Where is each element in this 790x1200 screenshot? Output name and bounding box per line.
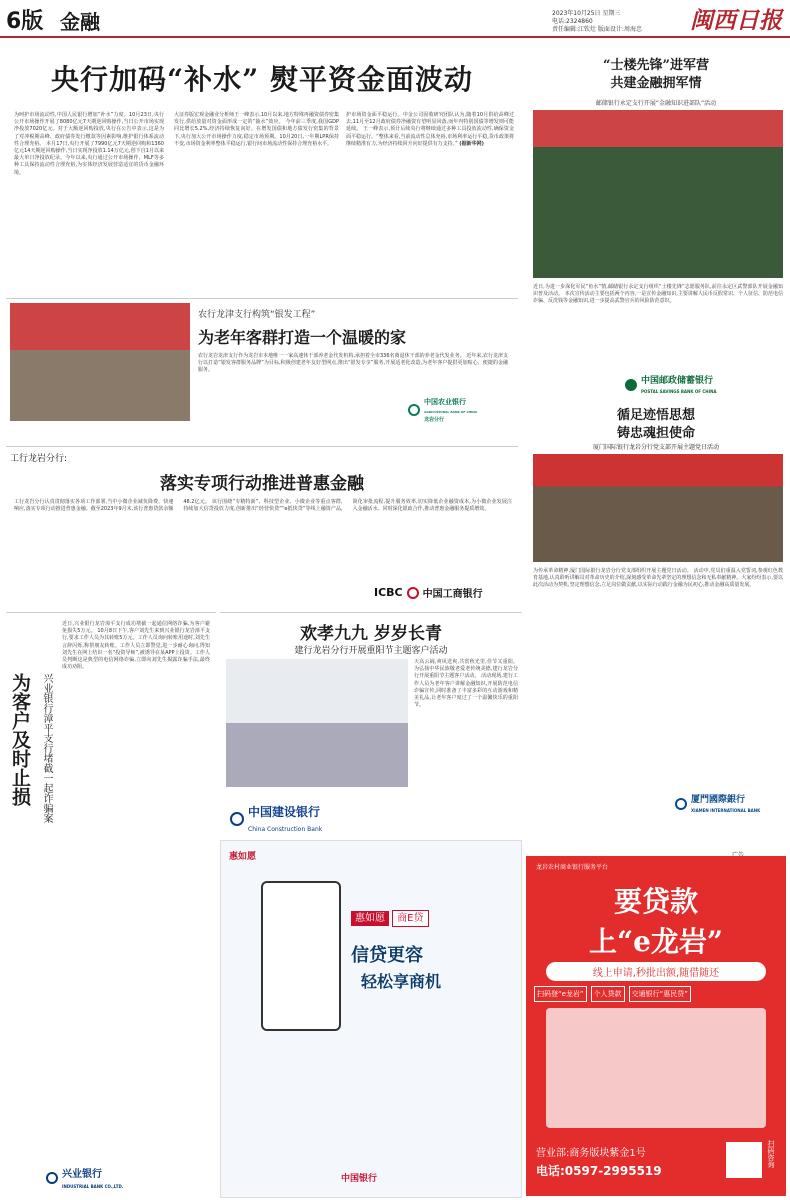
loan-ad-step-2: 个人贷款 — [591, 986, 625, 1002]
ccb-photo — [226, 659, 408, 787]
ccb-logo-icon — [230, 812, 244, 826]
main-credit: (据新华网) — [459, 140, 484, 147]
loan-ad-head-1: 要贷款 — [613, 885, 698, 918]
icbc-article — [6, 446, 518, 612]
xmbank-headline-1: 循足迹悟思想 — [616, 408, 695, 423]
ccb-logo: 中国建设银行 China Construction Bank — [230, 803, 322, 834]
main-body-col3: 护市场资金面平稳运行。中金公司固收研究团队认为,随着10月供给高峰过去,11月至12月政府债券净融资有望明显回落,而年内特别国债等增发则可能延续。 王一峰表示,预计后续央行将继续通过多种工具投放流动性,确保资金面平稳运行。“整体来看,当前流动性总体充裕,市场利率运行平稳,货币政策将继续精准有力,为经济持续回升向好提供有力支持。” (据新华网) — [346, 112, 514, 147]
cib-article — [6, 612, 216, 1200]
ccb-subtitle: 建行龙岩分行开展重阳节主题客户活动 — [294, 646, 448, 656]
psbc-logo-icon — [625, 379, 637, 391]
cib-kicker: 兴业银行漳平支行堵截一起诈骗案 — [41, 673, 52, 823]
boc-ad-tags: 惠如愿 商E贷 — [351, 909, 429, 924]
cib-logo-icon — [46, 1172, 58, 1184]
xmbank-body: 为传承革命精神,厦门国际银行龙岩分行党支部组织开展主题党日活动。 活动中,党员们重温入党誓词,参观红色教育基地,认真聆听讲解员对革命历史的介绍,深刻感受革命先辈坚定的理想信念和无私奉献精神。大家纷纷表示,要以此次活动为契机,坚定理想信念,立足岗位做贡献,以实际行动践行金融为民初心,推动金融高质量发展。 — [533, 568, 783, 589]
newspaper-logo: 闽西日报 — [690, 7, 782, 34]
loan-ad-top: 龙岩农村商业银行服务平台 — [536, 864, 609, 871]
masthead — [0, 0, 790, 38]
loan-ad-step-3: 交通银行“惠民贷” — [629, 986, 691, 1002]
loan-ad-phone: 电话:0597-2995519 — [536, 1164, 662, 1178]
boc-ad-bank: 中国银行 — [341, 1174, 378, 1184]
xmbank-article — [525, 400, 787, 840]
loan-ad-sub: 线上申请,秒批出额,随借随还 — [546, 962, 766, 981]
main-headline: 央行加码“补水” 熨平资金面波动 — [51, 63, 473, 96]
boc-ad-slogan-1: 信贷更容 — [351, 945, 423, 966]
icbc-logo-icon — [407, 587, 419, 599]
xmbank-subtitle: 厦门国际银行龙岩分行党支部开展主题党日活动 — [592, 444, 719, 451]
loan-ad-steps — [534, 986, 778, 1002]
ccb-headline: 欢孝九九 岁岁长青 — [300, 624, 442, 644]
loan-ad-address: 营业部:商务版块紫金1号 — [536, 1148, 646, 1159]
loan-ad-head-2: 上“e龙岩” — [588, 925, 724, 958]
psbc-subtitle: 邮储银行永定支行开展“金融知识进部队”活动 — [595, 100, 717, 107]
editor-credit: 责任编辑:江钦灶 版面设计:周海忠 — [552, 26, 642, 33]
main-body-col2: 大证券版宏观金融业分析师王一峰表示,10月以来,地方特殊再融资债券密集发行,供给放量对资金面形成一定的“抽水”效应。 今年前三季度,我国GDP同比增长5.2%,经济持续恢复向好。在增发国债和地方债发行密集的背景下,央行加大公开市场操作力度,稳定市场预期。10月20日,一年期LPR保持不变,市场资金利率整体平稳运行,银行间市场流动性保持合理充裕水平。 — [174, 112, 340, 147]
main-article — [6, 40, 518, 296]
loan-ad-image — [546, 1008, 766, 1128]
edition-number: 6版 — [6, 9, 44, 34]
loan-ad-panel — [526, 856, 786, 1196]
xmbank-photo — [533, 454, 783, 562]
xmbank-logo-icon — [675, 798, 687, 810]
boc-ad-brand: 惠如愿 — [229, 852, 257, 862]
loan-ad-scan: 扫码咨询 — [767, 1140, 775, 1168]
psbc-photo — [533, 110, 783, 278]
psbc-headline-1: “士楼先锋”进军营 — [603, 58, 709, 73]
ccb-body: 天高云阔,爽风送爽,共赏秋光里,佳节又重阳。为弘扬中华民族敬老爱老传统美德,建行龙岩分行开展重阳节主题客户活动。 活动现场,建行工作人员为老年客户讲解金融知识,开展防范电信诈骗宣传,同时准备了丰富多彩的互动游戏和精美礼品,让老年客户度过了一个温馨快乐的重阳节。 — [414, 659, 518, 709]
loan-ad-qr-code — [726, 1142, 762, 1178]
boc-ad — [220, 840, 522, 1198]
abc-headline: 为老年客群打造一个温暖的家 — [198, 328, 407, 347]
abc-logo-icon — [408, 404, 420, 416]
psbc-logo: 中国邮政储蓄银行 POSTAL SAVINGS BANK OF CHINA — [625, 373, 717, 396]
icbc-body: 工行龙岩分行认真贯彻落实各项工作部署,当中小微企业减负降费、快速响应,落实专项行动推进普惠金融。截至2023年9月末,该行普惠贷款余额48.2亿元。 该行围绕“专精特新”、科技型企业、小微企业等重点客群,持续加大信贷投放力度,创新推出“经营快贷”“e抵快贷”等线上融资产品,简化审批流程,提升服务效率,切实降低企业融资成本,为小微企业发展注入金融活水。同时深化银政合作,推动普惠金融服务提质增效。 — [14, 499, 512, 513]
abc-body: 农行龙岩龙津支行作为龙岩市本地唯一一家高速休干部养老金代发机构,承担着全市336名离退休干部的养老金代发业务。 近年来,农行龙津支行以打造“银发客群服务品牌”为目标,积极创建老年友好型网点,推出“银发专享”服务,开展适老化改造,为老年客户提供更加贴心、便捷的金融服务。 — [198, 353, 508, 374]
editor-phone: 电话:2324860 — [552, 18, 593, 25]
abc-article — [6, 298, 518, 446]
psbc-body: 近日,为进一步深化军民“鱼水”情,邮储银行永定支行组织“士楼先锋”志愿服务队,前往永定区武警部队开展金融知识普及活动。 本次宣传活动主要包括两个内容,一是宣传金融知识,主要讲解人民币反假常识、个人征信、防范电信诈骗、反洗钱等金融知识,进一步提高武警官兵的风险防范意识。 — [533, 284, 783, 305]
xmbank-logo: 厦門國際銀行 XIAMEN INTERNATIONAL BANK — [675, 792, 760, 815]
loan-ad — [732, 842, 787, 854]
boc-ad-device — [261, 881, 341, 1031]
icbc-headline: 落实专项行动推进普惠金融 — [160, 474, 364, 494]
boc-ad-slogan-2: 轻松享商机 — [361, 972, 442, 991]
psbc-headline-2: 共建金融拥军情 — [610, 76, 702, 91]
cib-body: 近日,兴业银行龙岩漳平支行成功堵截一起通信网络诈骗,为客户避免损失5万元。 10月8日下午,客户刘先生来到兴业银行龙岩漳平支行,要求工作人员为其转账5万元。工作人员询问转账用途时,刘先生言辞闪烁,称帮朋友转账。工作人员立即警觉,进一步耐心询问,得知刘先生在网上结识一名“投资导师”,被诱导在某APP上投资。工作人员判断这是典型的电信网络诈骗,立即向刘先生揭露诈骗手法,最终成功劝阻。 — [62, 621, 210, 671]
xmbank-headline-2: 铸忠魂担使命 — [616, 426, 695, 441]
main-body-col1: 为呵护市场流动性,中国人民银行增加“补水”力度。10月23日,央行公开市场操作开展了8080亿元7天期逆回购操作,当日公开市场实现净投放7020亿元。对于大额逆回购投放,央行在公告中表示,这是为了对冲税期高峰、政府债券发行缴款等因素影响,维护银行体系流动性合理充裕。 本月17日,央行开展了7990亿元7天期逆回购和1360亿元14天期逆回购操作,当日实现净投放1.14万亿元,创下自1月以来最大单日净投放纪录。今年以来,央行通过公开市场操作、MLF等多种工具保持流动性合理充裕,为实体经济发展营造适宜的货币金融环境。 — [14, 112, 164, 176]
abc-kicker: 农行龙津支行构筑“银发工程” — [198, 310, 316, 320]
icbc-logo: ICBC 中国工商银行 — [374, 586, 483, 600]
loan-ad-step-1: 扫码登“e龙岩” — [534, 986, 587, 1002]
icbc-kicker: 工行龙岩分行: — [10, 454, 68, 464]
ccb-article — [220, 612, 522, 838]
section-name: 金融 — [60, 10, 100, 34]
abc-photo — [10, 303, 190, 421]
cib-logo: 兴业银行 INDUSTRIAL BANK CO.,LTD. — [46, 1165, 123, 1191]
psbc-article — [525, 40, 787, 400]
abc-logo: 中国农业银行 AGRICULTURAL BANK OF CHINA 龙岩分行 — [408, 397, 477, 423]
cib-headline: 为客户及时止损 — [9, 673, 31, 806]
issue-date: 2023年10月25日 星期三 — [552, 10, 621, 17]
